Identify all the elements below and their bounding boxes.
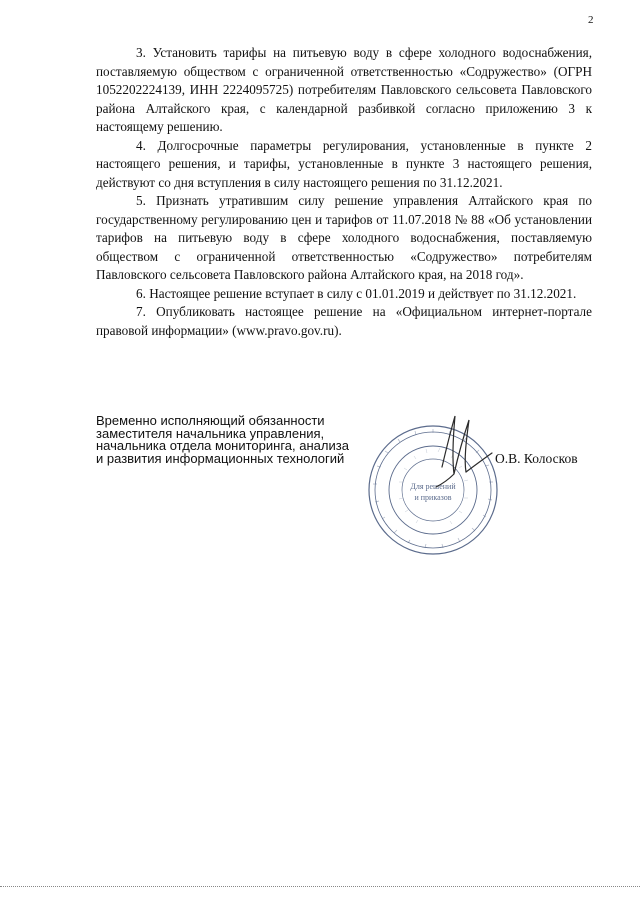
document-body (96, 44, 592, 340)
scan-bottom-edge (0, 886, 640, 887)
stamp-center-text: и приказов (414, 493, 452, 502)
paragraph-item-7: 7. Опубликовать настоящее решение на «Официальном интернет-портале правовой информации» (www.pravo.gov.ru). (96, 304, 592, 338)
signer-title-line: и развития информационных технологий (96, 450, 345, 466)
paragraph-item-6: 6. Настоящее решение вступает в силу с 01.01.2019 и действует по 31.12.2021. (136, 285, 577, 301)
signer-title (96, 415, 366, 465)
official-seal-stamp (358, 410, 508, 560)
paragraph-item-5: 5. Признать утратившим силу решение управления Алтайского края по государственному регулированию цен и тарифов от 11.07.2018 № 88 «Об установлении тарифов на питьевую воду в сфере холодного водоснабжения, поставляемую обществом с ограниченной ответственностью «Содружество» потребителям Павловского сельсовета Павловского района Алтайского края, на 2018 год». (96, 193, 592, 282)
signer-title-line: начальника отдела мониторинга, анализа (96, 438, 349, 453)
paragraph-item-3: 3. Установить тарифы на питьевую воду в сфере холодного водоснабжения, поставляемую обществом с ограниченной ответственностью «Содружество» (ОГРН 1052202224139, ИНН 2224095725) потребителям Павловского сельсовета Павловского района Алтайского края, с календарной разбивкой согласно приложению 3 к настоящему решению. (96, 45, 592, 134)
signer-title-line: Временно исполняющий обязанности (96, 413, 325, 428)
stamp-center-text: Для решений (410, 482, 456, 491)
page-number: 2 (588, 14, 594, 26)
signer-name: О.В. Колосков (495, 451, 578, 466)
signer-title-line: заместителя начальника управления, (96, 425, 325, 441)
paragraph-item-4: 4. Долгосрочные параметры регулирования, установленные в пункте 2 настоящего решения, и тарифы, установленные в пункте 3 настоящего решения, действуют со дня вступления в силу настоящего решения по 31.12.2021. (96, 137, 592, 190)
